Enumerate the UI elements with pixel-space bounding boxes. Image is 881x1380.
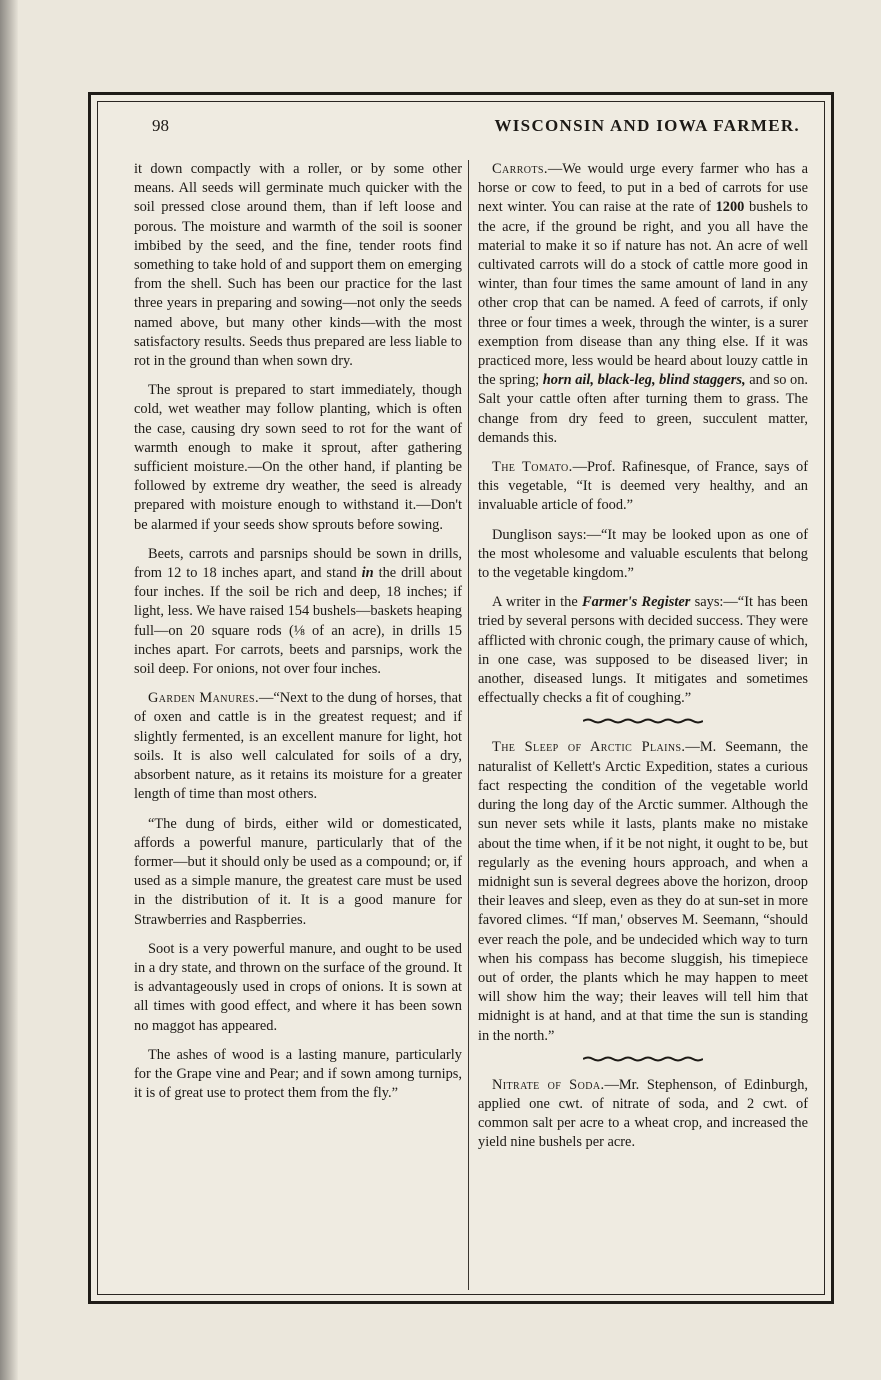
running-title: WISCONSIN AND IOWA FARMER.: [494, 116, 800, 135]
carrots-text-c: and so on. Salt your cattle often after turning them to grass. The change from dry feed to green, succulent matter, demands this.: [478, 372, 808, 446]
article-garden-manures: [134, 689, 462, 804]
page-header: [152, 116, 800, 142]
book-binding-shadow: [0, 0, 18, 1380]
writer-text-b: says:—“It has been tried by several persons with decided success. They were afflicted with chronic cough, the primary cause of which, in one case, was supposed to be diseased liver; in another, diseased lungs. It mitigates and sometimes effectually checks a fit of coughing.”: [478, 594, 808, 707]
column-divider: [468, 160, 469, 1290]
nitrate-text: —Mr. Stephenson, of Edinburgh, applied one cwt. of nitrate of soda, and 2 cwt. of common salt per acre to a wheat crop, and increased the yield nine bushels per acre.: [478, 1076, 808, 1151]
article-tomato: [478, 458, 808, 516]
carrots-diseases: horn ail, black-leg, blind staggers,: [542, 372, 746, 389]
paragraph-farmers-register: [478, 593, 808, 708]
page-number: 98: [152, 116, 169, 135]
ornamental-divider: [583, 1056, 703, 1062]
carrots-text-a: —We would urge every farmer who has a horse or cow to feed, to put in a bed of carrots for use next winter. You can raise at the rate of: [478, 161, 808, 216]
left-column: [134, 160, 462, 1290]
ornamental-divider: [583, 718, 703, 724]
article-carrots: [478, 160, 808, 448]
root-crops-emphasis: in: [361, 565, 374, 582]
paragraph-soot: Soot is a very powerful manure, and ought to be used in a dry state, and thrown on the surface of the ground. It is advantageously used in crops of onions. It is sown at all times with good effect, and where it has been sown no maggot has appeared.: [134, 940, 462, 1034]
writer-text-a: A writer in the: [492, 594, 583, 611]
article-arctic-plains: [478, 738, 808, 1045]
arctic-plains-heading: The Sleep of Arctic Plains.: [492, 739, 686, 756]
paragraph-sprout: The sprout is prepared to start immediately, though cold, wet weather may follow planting, which is often the case, causing dry sown seed to rot for the want of warmth enough to make it sprout, after gathering sufficient moisture.—On the other hand, if planting be followed by extreme dry weather, the seed is already prepared with moisture enough to withstand it.—Don't be alarmed if your seeds show sprouts before sowing.: [134, 382, 462, 533]
garden-manures-text: —“Next to the dung of horses, that of oxen and cattle is in the greatest request; and if slightly fermented, is an excellent manure for light, hot soils. It is also well calculated for soils of a dry, absorbent nature, as it retains its moisture for a greater length of time than most others.: [134, 690, 462, 803]
tomato-heading: The Tomato.: [492, 459, 573, 476]
paragraph-seed-compaction: it down compactly with a roller, or by some other means. All seeds will germinate much quicker with the soil pressed close around them, than if left loose and porous. The moisture and warmth of the soil is sooner imbibed by the seed, and the fine, tender roots find something to take hold of and support them on emerging from the shell. Such has been our practice for the last three years in preparing and sowing—not only the seeds named above, but many other kinds—with the most satisfactory results. Seeds thus prepared are less liable to rot in the ground than when sown dry.: [134, 161, 462, 370]
carrots-yield: 1200: [715, 199, 745, 216]
right-column: [478, 160, 808, 1290]
garden-manures-heading: Garden Manures.: [148, 690, 260, 707]
arctic-plains-text: —M. Seemann, the naturalist of Kellett's Arctic Expedition, states a curious fact respecting the condition of the vegetable world during the long day of the Arctic summer. Although the sun never sets while it lasts, plants make no mistake about the time when, if it be not night, it ought to be, but regularly as the evening hours approach, and when a midnight sun is several degrees above the horizon, droop their leaves and sleep, even as they do at sun-set in more favored climes. “If man,' observes M. Seemann, “should ever reach the pole, and be undecided which way to turn when his compass has become sluggish, his timepiece out of order, the plants which he may happen to meet will show him the way; their leaves will tell him that midnight is at hand, and at that time the sun is standing in the north.”: [478, 739, 808, 1044]
carrots-heading: Carrots.: [492, 161, 548, 177]
farmers-register-title: Farmer's Register: [582, 594, 691, 611]
carrots-text-b: bushels to the acre, if the ground be right, and you all have the material to make it so if nature has not. An acre of well cultivated carrots will do a stock of cattle more good in winter, than four times the same amount of land in any other crop that can be named. A feed of carrots, if only three or four times a week, through the winter, is a surer exemption from disease than any thing else. If it was practiced more, less would be heard about louzy cattle in the spring;: [478, 199, 809, 389]
paragraph-wood-ashes: The ashes of wood is a lasting manure, particularly for the Grape vine and Pear; and if sown among turnips, it is of great use to protect them from the fly.”: [134, 1046, 462, 1102]
paragraph-bird-dung: “The dung of birds, either wild or domesticated, affords a powerful manure, particularly that of the former—but it should only be used as a compound; or, if used as a simple manure, the greatest care must be used in the distribution of it. It is a good manure for Strawberries and Raspberries.: [134, 815, 462, 928]
root-crops-text-b: the drill about four inches. If the soil be rich and deep, 18 inches; if light, less. We have raised 154 bushels—baskets heaping full—on 20 square rods (⅛ of an acre), in drills 15 inches apart. For carrots, beets and parsnips, work the soil deep. For onions, not over four inches.: [134, 565, 462, 678]
tomato-text: —Prof. Rafinesque, of France, says of this vegetable, “It is deemed very healthy, and an invaluable article of food.”: [478, 459, 809, 514]
paragraph-dunglison: Dunglison says:—“It may be looked upon as one of the most wholesome and valuable esculents that belong to the vegetable kingdom.”: [478, 526, 808, 582]
paragraph-root-crops: [134, 545, 462, 679]
article-nitrate-of-soda: [478, 1076, 808, 1153]
nitrate-heading: Nitrate of Soda.: [492, 1076, 605, 1093]
root-crops-text-a: Beets, carrots and parsnips should be sown in drills, from 12 to 18 inches apart, and stand: [134, 545, 462, 582]
